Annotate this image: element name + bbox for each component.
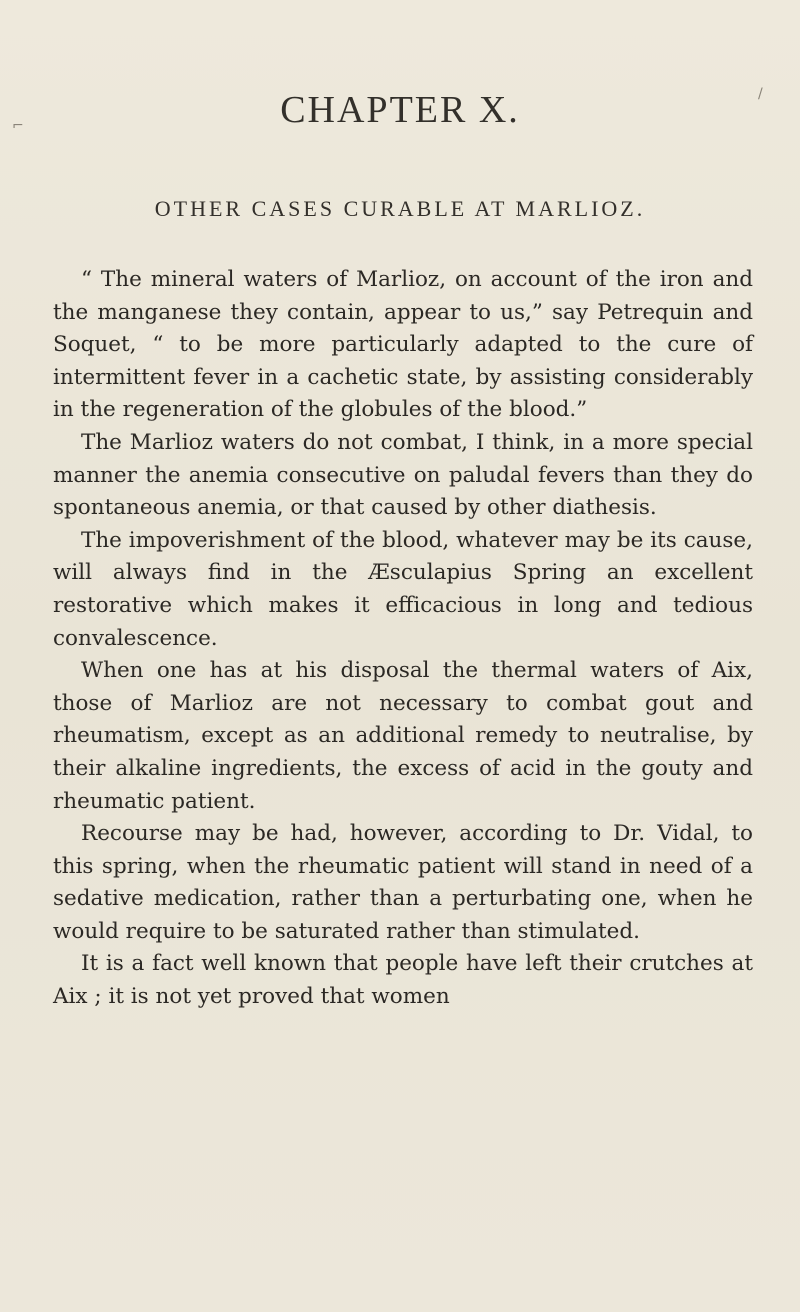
paragraph: “ The mineral waters of Marlioz, on account of the iron and the manganese they contain, appear to us,” say Petrequin and Soquet, “ to be more particularly adapted to the cure of intermittent fever in a cachetic state, by assisting considerably in the regeneration of the globules of the blood.” bbox=[53, 267, 753, 423]
paragraph: Recourse may be had, however, according to Dr. Vidal, to this spring, when the rheumatic patient will stand in need of a sedative medication, rather than a perturbating one, when he would require to be saturated rather than stimulated. bbox=[53, 821, 753, 944]
paragraph: It is a fact well known that people have left their crutches at Aix ; it is not yet proved that women bbox=[53, 951, 753, 1010]
edge-mark-icon: ⌐ bbox=[12, 118, 24, 134]
paragraph: The impoverishment of the blood, whatever may be its cause, will always find in the Æsculapius Spring an excellent restorative which makes it efficacious in long and tedious convalescence. bbox=[53, 527, 753, 651]
chapter-subtitle: OTHER CASES CURABLE AT MARLIOZ. bbox=[154, 196, 646, 221]
edge-mark-icon: / bbox=[758, 86, 763, 102]
paragraph: The Marlioz waters do not combat, I think, in a more special manner the anemia consecutive on paludal fevers than they do spontaneous anemia, or that caused by other diathesis. bbox=[53, 429, 753, 521]
paragraph: When one has at his disposal the thermal waters of Aix, those of Marlioz are not necessary to combat gout and rheumatism, except as an additional remedy to neutralise, by their alkaline ingredients, the excess of acid in the gouty and rheumatic patient. bbox=[53, 658, 753, 814]
body-text bbox=[53, 264, 753, 1014]
chapter-heading: CHAPTER X. bbox=[280, 89, 520, 131]
